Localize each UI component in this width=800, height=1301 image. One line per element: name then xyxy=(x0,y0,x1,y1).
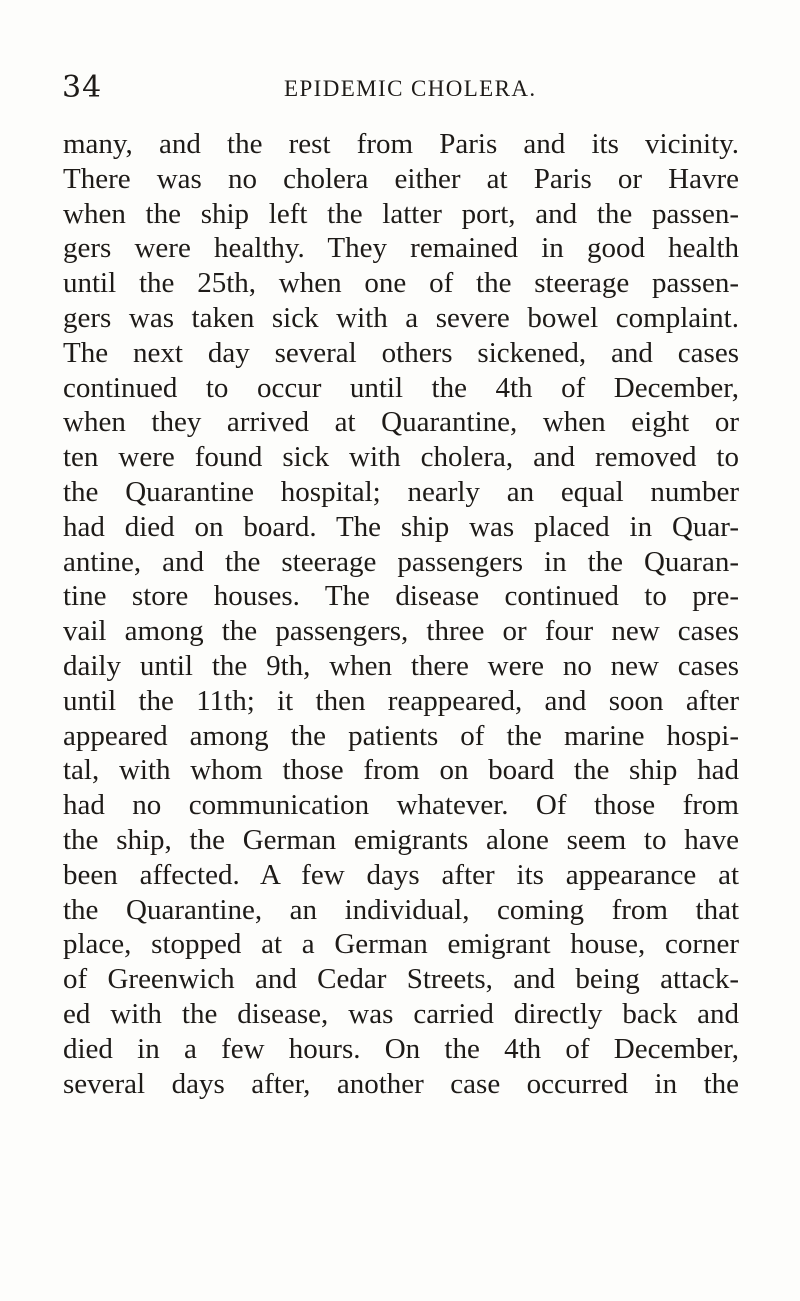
text-line: continued to occur until the 4th of December, xyxy=(63,371,739,404)
text-line: the Quarantine hospital; nearly an equal number xyxy=(63,475,739,508)
text-line: died in a few hours. On the 4th of December, xyxy=(63,1032,739,1065)
text-line: many, and the rest from Paris and its vicinity. xyxy=(63,128,739,160)
text-line: the Quarantine, an individual, coming from that xyxy=(63,893,739,926)
text-line: until the 25th, when one of the steerage passen- xyxy=(63,267,739,300)
text-line: several days after, another case occurred in the xyxy=(63,1067,739,1100)
text-line: gers were healthy. They remained in good health xyxy=(63,232,739,265)
page-number: 34 xyxy=(62,70,103,105)
page-header xyxy=(62,68,742,108)
text-line: had no communication whatever. Of those from xyxy=(63,789,739,822)
text-line: daily until the 9th, when there were no new cases xyxy=(63,649,739,682)
text-line: There was no cholera either at Paris or Havre xyxy=(63,162,739,195)
text-line: gers was taken sick with a severe bowel complaint. xyxy=(63,301,739,334)
body-text xyxy=(63,127,739,1101)
text-line: tine store houses. The disease continued to pre- xyxy=(63,580,739,613)
text-line: until the 11th; it then reappeared, and soon after xyxy=(63,684,739,717)
text-line: The next day several others sickened, and cases xyxy=(63,336,739,369)
text-line: ed with the disease, was carried directly back and xyxy=(63,997,739,1030)
text-line: the ship, the German emigrants alone seem to have xyxy=(63,823,739,856)
text-line: appeared among the patients of the marine hospi- xyxy=(63,719,739,752)
text-line: vail among the passengers, three or four new cases xyxy=(63,615,739,648)
running-head: EPIDEMIC CHOLERA. xyxy=(284,76,537,101)
text-line: tal, with whom those from on board the ship had xyxy=(63,754,739,787)
text-line: when the ship left the latter port, and the passen- xyxy=(63,197,739,230)
text-line: of Greenwich and Cedar Streets, and being attack- xyxy=(63,963,739,996)
text-line: had died on board. The ship was placed in Quar- xyxy=(63,510,739,543)
text-line: antine, and the steerage passengers in the Quaran- xyxy=(63,545,739,578)
text-line: when they arrived at Quarantine, when eight or xyxy=(63,406,739,439)
text-line: been affected. A few days after its appearance at xyxy=(63,858,739,891)
text-line: ten were found sick with cholera, and removed to xyxy=(63,441,739,474)
text-line: place, stopped at a German emigrant house, corner xyxy=(63,928,739,961)
